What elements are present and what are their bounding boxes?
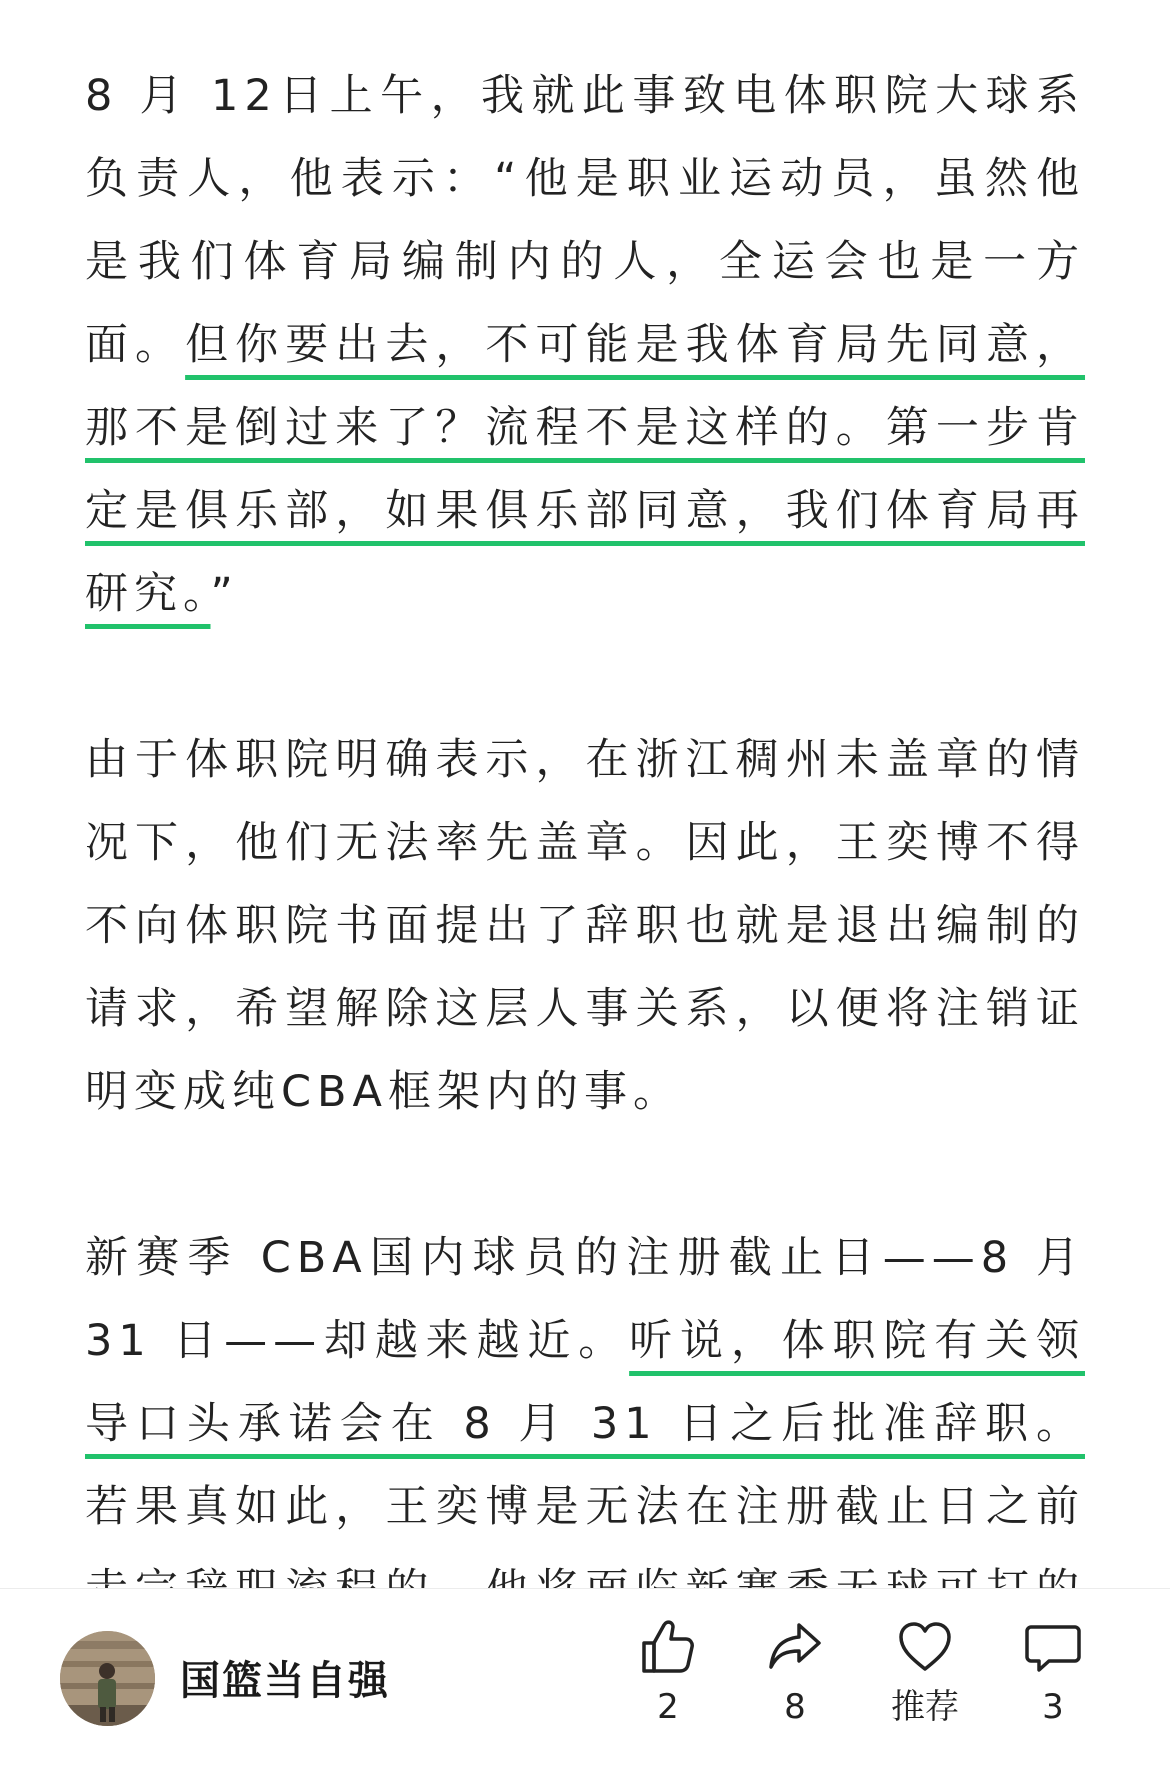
like-button[interactable] [613, 1617, 723, 1727]
paragraph-text-end: 若果真如此，王奕博是无法在注册截止日之前 [85, 1482, 1085, 1532]
closing-quote-mark: ” [210, 569, 239, 619]
article-paragraph-2 [85, 719, 1085, 1134]
heart-icon [895, 1617, 955, 1677]
highlighted-sentence[interactable]: 听说，体职院有关领导口头承诺会在 8 月 31 日之后批准辞职。 [85, 1316, 1085, 1449]
highlighted-quote[interactable]: 但你要出去，不可能是我体育局先同意，那不是倒过来了？流程不是这样的。第一步肯定是俱乐部，如果俱乐部同意，我们体育局再研究。 [85, 320, 1086, 619]
thumbs-up-icon [638, 1617, 698, 1677]
share-button[interactable] [740, 1617, 850, 1727]
comment-bubble-icon [1023, 1617, 1083, 1677]
like-count: 2 [657, 1687, 679, 1727]
comment-count: 3 [1042, 1687, 1064, 1727]
avatar[interactable] [60, 1631, 155, 1726]
recommend-label: 推荐 [891, 1687, 959, 1727]
article-body [85, 55, 1085, 1715]
post-action-bar [0, 1589, 1170, 1775]
article-paragraph-1 [85, 55, 1085, 636]
recommend-button[interactable] [870, 1617, 980, 1727]
paragraph-text: 由于体职院明确表示，在浙江稠州未盖章的情况下，他们无法率先盖章。因此，王奕博不得不向体职院书面提出了辞职也就是退出编制的请求，希望解除这层人事关系，以便将注销证明变成纯CBA框架内的事。 [85, 735, 1085, 1117]
avatar-image [60, 1631, 155, 1726]
author-name[interactable]: 国篮当自强 [180, 1658, 390, 1704]
paragraph-text: 新赛季 CBA国内球员的注册截止日——8 月 31 日——却越来越近。 [85, 1233, 1085, 1366]
share-count: 8 [784, 1687, 806, 1727]
paragraph-text: 8 月 12日上午，我就此事致电体职院大球系负责人，他表示：“他是职业运动员，虽然他是我们体育局编制内的人，全运会也是一方面。 [85, 71, 1085, 370]
share-arrow-icon [765, 1617, 825, 1677]
comment-button[interactable] [998, 1617, 1108, 1727]
